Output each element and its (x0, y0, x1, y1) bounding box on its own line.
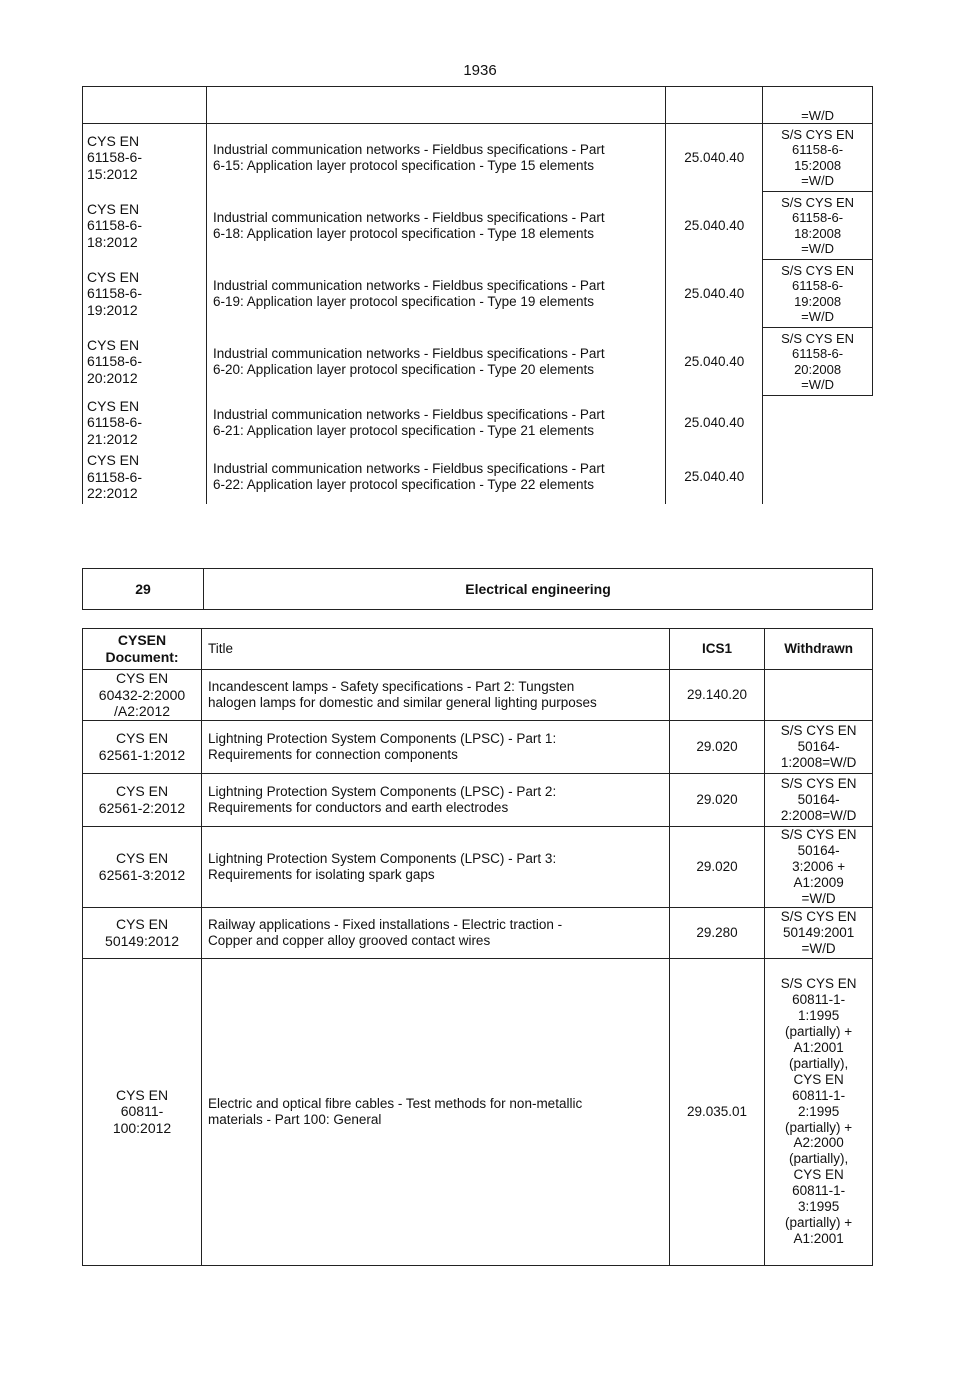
table-row (83, 260, 873, 328)
document-cell: CYS EN 62561-1:2012 (83, 721, 202, 774)
withdrawn-cell: =W/D (763, 87, 873, 124)
table-row (83, 827, 873, 908)
standards-table-continued (82, 86, 873, 504)
title-cell: Industrial communication networks - Fieldbus specifications - Part 6-18: Application layer protocol specification - Type 18 elements (207, 192, 666, 260)
table-row (83, 124, 873, 192)
title-cell: Industrial communication networks - Fieldbus specifications - Part 6-19: Application layer protocol specification - Type 19 elements (207, 260, 666, 328)
withdrawn-cell: S/S CYS EN 61158-6- 20:2008 =W/D (763, 328, 873, 396)
document-cell: CYS EN 62561-3:2012 (83, 827, 202, 908)
title-cell: Lightning Protection System Components (LPSC) - Part 2: Requirements for conductors and earth electrodes (202, 774, 670, 827)
document-cell: CYS EN 61158-6- 19:2012 (83, 260, 207, 328)
table-row (83, 328, 873, 396)
title-cell: Lightning Protection System Components (LPSC) - Part 1: Requirements for connection components (202, 721, 670, 774)
ics-cell: 29.020 (669, 827, 765, 908)
ics-cell: 25.040.40 (666, 192, 763, 260)
table-row (83, 958, 873, 1265)
withdrawn-cell: S/S CYS EN 61158-6- 18:2008 =W/D (763, 192, 873, 260)
table-row (83, 774, 873, 827)
document-cell: CYS EN 61158-6- 22:2012 (83, 450, 207, 504)
table-row (83, 670, 873, 721)
ics-cell: 25.040.40 (666, 328, 763, 396)
document-cell: CYS EN 61158-6- 21:2012 (83, 396, 207, 451)
document-cell: CYS EN 61158-6- 20:2012 (83, 328, 207, 396)
ics-cell: 25.040.40 (666, 260, 763, 328)
header-document: CYSEN Document: (83, 629, 202, 670)
page-number: 1936 (463, 62, 497, 79)
title-cell: Industrial communication networks - Fieldbus specifications - Part 6-22: Application layer protocol specification - Type 22 elements (207, 450, 666, 504)
section-header (82, 568, 873, 610)
document-cell: CYS EN 60811- 100:2012 (83, 958, 202, 1265)
document-cell: CYS EN 60432-2:2000 /A2:2012 (83, 670, 202, 721)
table-row (83, 396, 873, 451)
withdrawn-cell: S/S CYS EN 50164- 1:2008=W/D (765, 721, 873, 774)
ics-cell: 29.020 (669, 774, 765, 827)
section-number: 29 (83, 569, 204, 610)
table-row (83, 450, 873, 504)
withdrawn-cell (765, 670, 873, 721)
section-title: Electrical engineering (204, 569, 873, 610)
header-ics: ICS1 (669, 629, 765, 670)
document-cell: CYS EN 62561-2:2012 (83, 774, 202, 827)
withdrawn-cell: S/S CYS EN 50149:2001 =W/D (765, 907, 873, 958)
title-cell: Electric and optical fibre cables - Test methods for non-metallic materials - Part 100: General (202, 958, 670, 1265)
title-cell: Industrial communication networks - Fieldbus specifications - Part 6-15: Application layer protocol specification - Type 15 elements (207, 124, 666, 192)
table-row (83, 721, 873, 774)
ics-cell: 29.280 (669, 907, 765, 958)
title-cell: Railway applications - Fixed installations - Electric traction - Copper and copper alloy grooved contact wires (202, 907, 670, 958)
ics-cell: 25.040.40 (666, 124, 763, 192)
title-cell: Lightning Protection System Components (LPSC) - Part 3: Requirements for isolating spark gaps (202, 827, 670, 908)
title-cell: Industrial communication networks - Fieldbus specifications - Part 6-20: Application layer protocol specification - Type 20 elements (207, 328, 666, 396)
ics-cell: 29.035.01 (669, 958, 765, 1265)
title-cell: Industrial communication networks - Fieldbus specifications - Part 6-21: Application layer protocol specification - Type 21 elements (207, 396, 666, 451)
withdrawn-cell: S/S CYS EN 61158-6- 15:2008 =W/D (763, 124, 873, 192)
document-cell: CYS EN 61158-6- 15:2012 (83, 124, 207, 192)
table-header-row (83, 87, 873, 124)
withdrawn-cell: S/S CYS EN 50164- 2:2008=W/D (765, 774, 873, 827)
table-row (83, 192, 873, 260)
table-row (83, 907, 873, 958)
title-cell: Incandescent lamps - Safety specifications - Part 2: Tungsten halogen lamps for domestic and similar general lighting purposes (202, 670, 670, 721)
standards-table (82, 628, 873, 1266)
document-cell: CYS EN 50149:2012 (83, 907, 202, 958)
table-header-row (83, 629, 873, 670)
document-cell: CYS EN 61158-6- 18:2012 (83, 192, 207, 260)
ics-cell: 25.040.40 (666, 396, 763, 451)
ics-cell: 29.140.20 (669, 670, 765, 721)
header-title: Title (202, 629, 670, 670)
withdrawn-cell: S/S CYS EN 61158-6- 19:2008 =W/D (763, 260, 873, 328)
header-withdrawn: Withdrawn (765, 629, 873, 670)
withdrawn-cell: S/S CYS EN 60811-1- 1:1995 (partially) + A1:2001 (partially), CYS EN 60811-1- 2:1995 (partially) + A2:2000 (partially), CYS EN 60811-1- 3:1995 (partially) + A1:2001 (765, 958, 873, 1265)
withdrawn-cell: S/S CYS EN 50164- 3:2006 + A1:2009 =W/D (765, 827, 873, 908)
ics-cell: 29.020 (669, 721, 765, 774)
ics-cell: 25.040.40 (666, 450, 763, 504)
